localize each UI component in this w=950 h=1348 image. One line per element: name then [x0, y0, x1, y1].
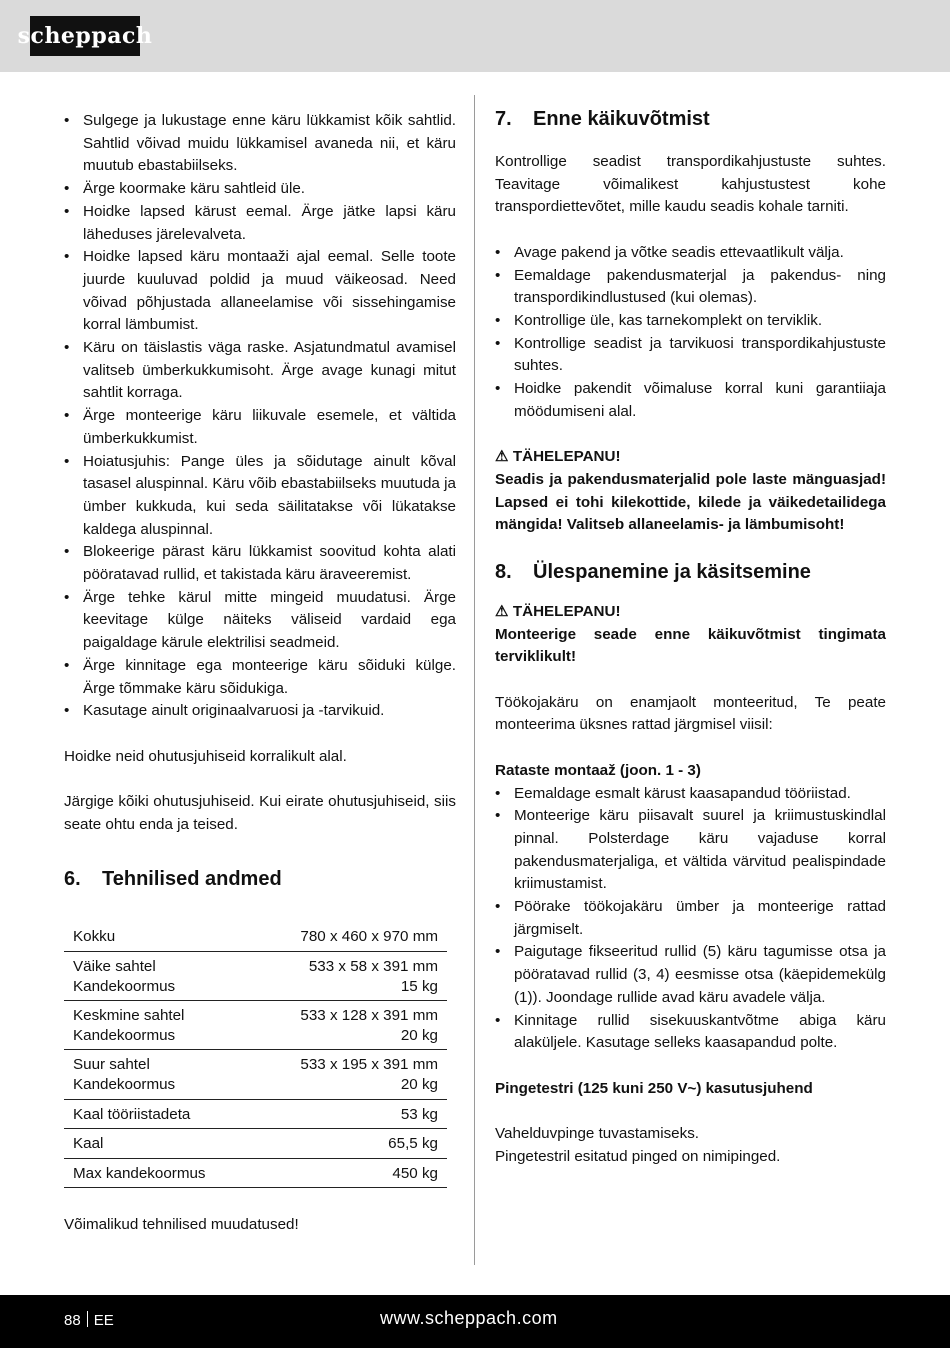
list-item: • Paigutage fikseeritud rullid (5) käru tagumisse otsa ja pööratavad rullid (3, 4) eesmisse otsa (käepidemekülg (1)). Joondage rullide avad käru avadele välja.	[495, 941, 886, 1009]
transport-check-text: Kontrollige seadist transpordikahjustuste suhtes. Teavitage võimalikest kahjustustest kohe transpordiettevõtet, mille kaudu seadis kohale tarniti.	[495, 153, 886, 216]
list-item: • Ärge koormake käru sahtleid üle.	[64, 178, 456, 201]
section-heading-8: 8. Ülespanemine ja käsitsemine	[495, 560, 811, 583]
assembly-intro-text: Töökojakäru on enamjaolt monteeritud, Te peate monteerima üksnes rattad järgmisel viisil:	[495, 693, 886, 734]
right-column	[495, 110, 886, 1168]
table-row	[64, 1129, 447, 1159]
list-item: • Kinnitage rullid sisekuuskantvõtme abiga käru alaküljele. Kasutage selleks kaasapandud polte.	[495, 1010, 886, 1055]
list-item: • Hoidke lapsed kärust eemal. Ärge jätke lapsi käru läheduses järelevalveta.	[64, 201, 456, 246]
section-heading-6: 6. Tehnilised andmed	[64, 868, 282, 891]
spec-value: 533 x 195 x 391 mm 20 kg	[300, 1056, 438, 1094]
unpacking-bullet-list	[495, 242, 886, 424]
list-item: • Monteerige käru piisavalt suurel ja kriimustuskindlal pinnal. Polsterdage käru vajaduse korral pakendusmaterjaliga, et vältida värvitud pealispindade kriimustamist.	[495, 805, 886, 896]
list-item: • Käru on täislastis väga raske. Asjatundmatul avamisel valitseb ümberkukkumisoht. Ärge avage kunagi mitut sahtlit korraga.	[64, 337, 456, 405]
tech-data-table	[64, 922, 447, 1188]
list-item: • Hoiatusjuhis: Pange üles ja sõidutage ainult kõval tasasel aluspinnal. Käru võib ebastabiilseks muutuda ja ümber kukkuda, kui seda säilitatakse või lükatakse kaldega aluspinnal.	[64, 451, 456, 542]
page-header	[0, 0, 950, 72]
spec-value: 450 kg	[392, 1164, 438, 1182]
spec-label: Kokku	[73, 928, 116, 946]
page-footer	[0, 1295, 950, 1348]
list-item: • Avage pakend ja võtke seadis ettevaatlikult välja.	[495, 242, 886, 265]
voltage-tester-line: Pingetestril esitatud pinged on nimipinged.	[495, 1147, 781, 1165]
website-url: www.scheppach.com	[380, 1308, 558, 1328]
list-item: • Kontrollige seadist ja tarvikuosi transpordikahjustuste suhtes.	[495, 333, 886, 378]
list-item: • Hoidke pakendit võimaluse korral kuni garantiiaja möödumiseni alal.	[495, 378, 886, 423]
list-item: • Kasutage ainult originaalvaruosi ja -tarvikuid.	[64, 700, 456, 723]
column-divider	[474, 95, 475, 1265]
list-item: • Hoidke lapsed käru montaaži ajal eemal. Selle toote juurde kuuluvad poldid ja muud väikeosad. Need võivad põhjustada allaneelamise või sissehingamise korral lämbumist.	[64, 246, 456, 337]
warning-text: Seadis ja pakendusmaterjalid pole laste mänguasjad! Lapsed ei tohi kilekottide, kilede ja väikedetailidega mängida! Valitseb allaneelamis- ja lämbumisoht!	[495, 470, 886, 534]
left-column	[64, 110, 456, 1237]
spec-value: 533 x 58 x 391 mm 15 kg	[308, 958, 438, 995]
list-item: • Kontrollige üle, kas tarnekomplekt on terviklik.	[495, 310, 886, 333]
table-row	[64, 952, 447, 1001]
warning-title: ⚠ TÄHELEPANU!	[495, 602, 621, 620]
list-item: • Eemaldage pakendusmaterjal ja pakendus- ning transpordikindlustused (kui olemas).	[495, 265, 886, 310]
wheel-assembly-list	[495, 783, 886, 1055]
table-row	[64, 1001, 447, 1050]
spec-label: Suur sahtel Kandekoormus	[73, 1056, 176, 1094]
list-item: • Blokeerige pärast käru lükkamist soovitud kohta alati pööratavad rullid, et takistada käru äraveeremist.	[64, 541, 456, 586]
spec-label: Kaal	[73, 1135, 104, 1153]
spec-label: Kaal tööriistadeta	[73, 1105, 191, 1123]
page-number: 88 EE	[64, 1312, 114, 1329]
warning-title: ⚠ TÄHELEPANU!	[495, 448, 621, 466]
table-row	[64, 1050, 447, 1099]
table-row	[64, 1099, 447, 1129]
keep-instructions-text: Hoidke neid ohutusjuhiseid korralikult alal.	[64, 747, 347, 765]
spec-label: Väike sahtel Kandekoormus	[73, 958, 176, 995]
brand-logo: scheppach	[30, 16, 140, 56]
list-item: • Ärge kinnitage ega monteerige käru sõiduki külge. Ärge tõmmake käru sõidukiga.	[64, 655, 456, 700]
table-row	[64, 1158, 447, 1188]
spec-value: 65,5 kg	[388, 1135, 438, 1153]
table-row	[64, 922, 447, 951]
voltage-tester-heading: Pingetestri (125 kuni 250 V~) kasutusjuhend	[495, 1079, 813, 1097]
list-item: • Eemaldage esmalt kärust kaasapandud tööriistad.	[495, 783, 886, 806]
list-item: • Pöörake töökojakäru ümber ja monteerige rattad järgmiselt.	[495, 896, 886, 941]
changes-note: Võimalikud tehnilised muudatused!	[64, 1216, 299, 1234]
spec-value: 780 x 460 x 970 mm	[300, 928, 438, 946]
follow-instructions-text: Järgige kõiki ohutusjuhiseid. Kui eirate ohutusjuhiseid, siis seate ohtu enda ja teised.	[64, 793, 456, 833]
spec-value: 533 x 128 x 391 mm 20 kg	[300, 1007, 438, 1044]
warning-text: Monteerige seade enne käikuvõtmist tingimata terviklikult!	[495, 625, 886, 666]
spec-value: 53 kg	[400, 1105, 438, 1123]
voltage-tester-line: Vahelduvpinge tuvastamiseks.	[495, 1125, 700, 1143]
list-item: • Ärge tehke kärul mitte mingeid muudatusi. Ärge keevitage külge näiteks väliseid vardaid ega paigaldage kärule elektrilisi seadmeid.	[64, 587, 456, 655]
safety-bullet-list	[64, 110, 456, 723]
spec-label: Max kandekoormus	[73, 1164, 206, 1182]
section-heading-7: 7. Enne käikuvõtmist	[495, 108, 710, 130]
spec-label: Keskmine sahtel Kandekoormus	[73, 1007, 185, 1044]
list-item: • Sulgege ja lukustage enne käru lükkamist kõik sahtlid. Sahtlid võivad muidu lükkamisel avaneda nii, et käru muutub ebastabiilseks.	[64, 110, 456, 178]
list-item: • Ärge monteerige käru liikuvale esemele, et vältida ümberkukkumist.	[64, 405, 456, 450]
wheel-assembly-heading: Rataste montaaž (joon. 1 - 3)	[495, 761, 701, 779]
